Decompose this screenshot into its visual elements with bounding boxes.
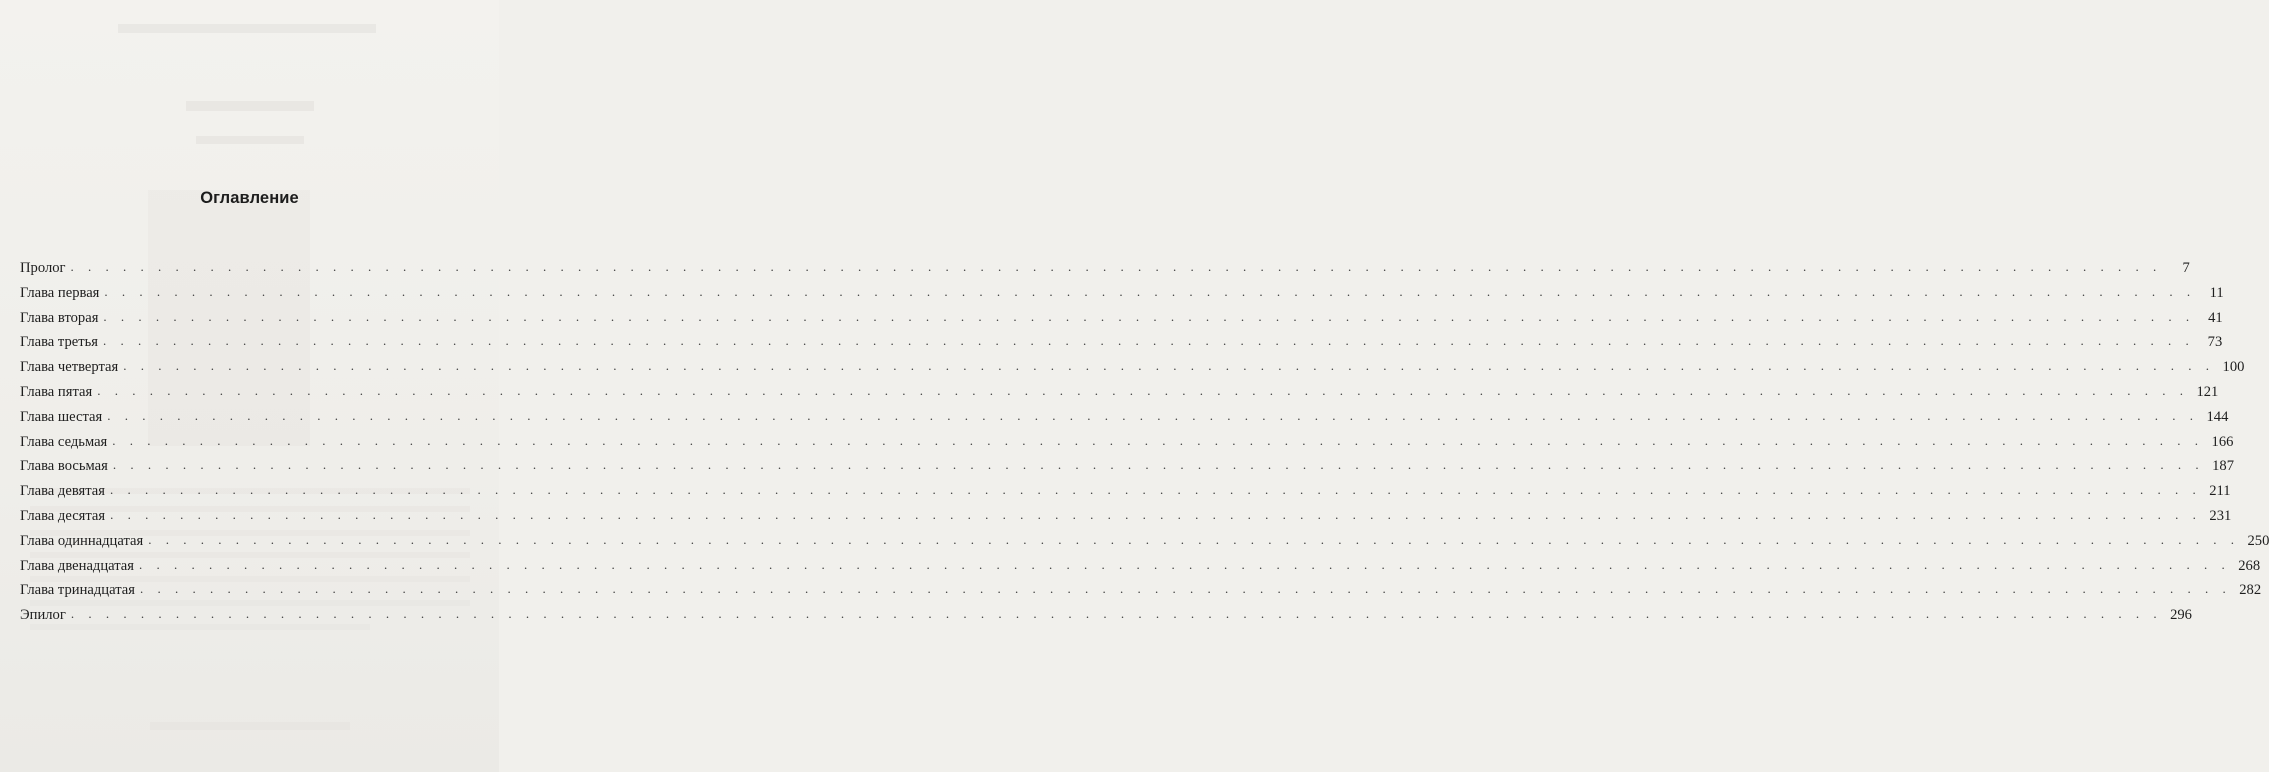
toc-entry: [20, 578, 2262, 603]
toc-entry: [20, 355, 2245, 380]
toc-entry-page-number: 211: [2209, 483, 2231, 500]
toc-entry-page-number: 250: [2247, 532, 2269, 549]
dot-leader: . . . . . . . . . . . . . . . . . . . . . . . . . . . . . . . . . . . . . . . . . . . . . . . . . . . . . . . . . . . . . . . . . . . . . . . . . . . . . . . . . . . . . . . . . . . . . . . . . . . . . . . . . . . . . . . . . . . . . . . .: [112, 457, 2205, 473]
toc-entry: [20, 380, 2219, 405]
toc-entry-label: Глава шестая: [20, 408, 103, 425]
toc-entry: [20, 430, 2234, 455]
toc-entry-page-number: 11: [2209, 284, 2224, 301]
toc-entry-page-number: 41: [2208, 309, 2223, 326]
toc-entry: [20, 554, 2261, 579]
dot-leader: . . . . . . . . . . . . . . . . . . . . . . . . . . . . . . . . . . . . . . . . . . . . . . . . . . . . . . . . . . . . . . . . . . . . . . . . . . . . . . . . . . . . . . . . . . . . . . . . . . . . . . . . . . . . . . . . . . . . . . . .: [148, 531, 2240, 547]
dot-leader: . . . . . . . . . . . . . . . . . . . . . . . . . . . . . . . . . . . . . . . . . . . . . . . . . . . . . . . . . . . . . . . . . . . . . . . . . . . . . . . . . . . . . . . . . . . . . . . . . . . . . . . . . . . . . . . . . . . . . . . .: [109, 482, 2202, 498]
toc-entry-label: Глава седьмая: [20, 433, 108, 450]
toc-entry-label: Глава первая: [20, 284, 100, 301]
bleed-through-subheading: [196, 136, 304, 144]
dot-leader: . . . . . . . . . . . . . . . . . . . . . . . . . . . . . . . . . . . . . . . . . . . . . . . . . . . . . . . . . . . . . . . . . . . . . . . . . . . . . . . . . . . . . . . . . . . . . . . . . . . . . . . . . . . . . . . . . . . . . . . .: [110, 506, 2202, 522]
toc-entry: [20, 281, 2224, 306]
toc-entry-label: Глава двенадцатая: [20, 557, 134, 574]
dot-leader: . . . . . . . . . . . . . . . . . . . . . . . . . . . . . . . . . . . . . . . . . . . . . . . . . . . . . . . . . . . . . . . . . . . . . . . . . . . . . . . . . . . . . . . . . . . . . . . . . . . . . . . . . . . . . . . . . . . . . . . .: [139, 581, 2232, 597]
toc-entry-label: Глава третья: [20, 334, 98, 351]
dot-leader: . . . . . . . . . . . . . . . . . . . . . . . . . . . . . . . . . . . . . . . . . . . . . . . . . . . . . . . . . . . . . . . . . . . . . . . . . . . . . . . . . . . . . . . . . . . . . . . . . . . . . . . . . . . . . . . . . . . . . . . .: [104, 283, 2196, 299]
toc-entry-page-number: 144: [2206, 408, 2229, 425]
toc-entry-label: Глава восьмая: [20, 458, 108, 475]
toc-entry: [20, 603, 2192, 628]
bleed-through-footer: [150, 722, 350, 730]
toc-entry-page-number: 73: [2207, 334, 2223, 351]
dot-leader: . . . . . . . . . . . . . . . . . . . . . . . . . . . . . . . . . . . . . . . . . . . . . . . . . . . . . . . . . . . . . . . . . . . . . . . . . . . . . . . . . . . . . . . . . . . . . . . . . . . . . . . . . . . . . . . . . . . . . . . .: [70, 606, 2163, 622]
toc-entry-label: Глава пятая: [20, 383, 93, 400]
toc-entry-label: Пролог: [20, 260, 66, 276]
toc-entry-page-number: 166: [2211, 433, 2234, 450]
dot-leader: . . . . . . . . . . . . . . . . . . . . . . . . . . . . . . . . . . . . . . . . . . . . . . . . . . . . . . . . . . . . . . . . . . . . . . . . . . . . . . . . . . . . . . . . . . . . . . . . . . . . . . . . . . . . . . . . . . . . . . . .: [97, 382, 2189, 398]
toc-entry: [20, 454, 2234, 479]
toc-entry: [20, 405, 2229, 430]
toc-entry-page-number: 296: [2170, 607, 2192, 624]
toc-entry-label: Глава девятая: [20, 483, 105, 500]
toc-entry-page-number: 7: [2182, 260, 2190, 276]
toc-entry: [20, 529, 2269, 554]
toc-entry-page-number: 282: [2239, 582, 2262, 599]
bleed-through-heading: [186, 101, 314, 111]
toc-entry-label: Глава тринадцатая: [20, 582, 135, 599]
toc-entry: [20, 256, 2190, 281]
dot-leader: . . . . . . . . . . . . . . . . . . . . . . . . . . . . . . . . . . . . . . . . . . . . . . . . . . . . . . . . . . . . . . . . . . . . . . . . . . . . . . . . . . . . . . . . . . . . . . . . . . . . . . . . . . . . . . . . . . . . . . . .: [123, 358, 2215, 374]
toc-title: Оглавление: [200, 189, 299, 207]
toc-entry-label: Глава десятая: [20, 507, 106, 524]
toc-entry-page-number: 187: [2212, 458, 2234, 475]
toc-entry-label: Эпилог: [20, 607, 66, 624]
toc-entry-page-number: 268: [2238, 557, 2261, 574]
toc-entry-page-number: 100: [2222, 359, 2245, 376]
toc-entry: [20, 504, 2232, 529]
dot-leader: . . . . . . . . . . . . . . . . . . . . . . . . . . . . . . . . . . . . . . . . . . . . . . . . . . . . . . . . . . . . . . . . . . . . . . . . . . . . . . . . . . . . . . . . . . . . . . . . . . . . . . . . . . . . . . . . . . . . . . . .: [107, 407, 2199, 423]
toc-entry-label: Глава четвертая: [20, 359, 119, 376]
toc-entry-page-number: 121: [2196, 383, 2219, 400]
dot-leader: . . . . . . . . . . . . . . . . . . . . . . . . . . . . . . . . . . . . . . . . . . . . . . . . . . . . . . . . . . . . . . . . . . . . . . . . . . . . . . . . . . . . . . . . . . . . . . . . . . . . . . . . . . . . . . . . . . . . . . . .: [70, 259, 2162, 274]
toc-entry-label: Глава вторая: [20, 309, 99, 326]
toc-entry-page-number: 231: [2209, 507, 2232, 524]
table-of-contents: [20, 256, 2269, 628]
toc-entry: [20, 330, 2223, 355]
toc-entry: [20, 306, 2223, 331]
dot-leader: . . . . . . . . . . . . . . . . . . . . . . . . . . . . . . . . . . . . . . . . . . . . . . . . . . . . . . . . . . . . . . . . . . . . . . . . . . . . . . . . . . . . . . . . . . . . . . . . . . . . . . . . . . . . . . . . . . . . . . . .: [103, 333, 2195, 349]
toc-entry-label: Глава одиннадцатая: [20, 532, 144, 549]
dot-leader: . . . . . . . . . . . . . . . . . . . . . . . . . . . . . . . . . . . . . . . . . . . . . . . . . . . . . . . . . . . . . . . . . . . . . . . . . . . . . . . . . . . . . . . . . . . . . . . . . . . . . . . . . . . . . . . . . . . . . . . .: [103, 308, 2195, 324]
toc-entry: [20, 479, 2231, 504]
bleed-through-header: [118, 24, 376, 33]
dot-leader: . . . . . . . . . . . . . . . . . . . . . . . . . . . . . . . . . . . . . . . . . . . . . . . . . . . . . . . . . . . . . . . . . . . . . . . . . . . . . . . . . . . . . . . . . . . . . . . . . . . . . . . . . . . . . . . . . . . . . . . .: [139, 556, 2231, 572]
dot-leader: . . . . . . . . . . . . . . . . . . . . . . . . . . . . . . . . . . . . . . . . . . . . . . . . . . . . . . . . . . . . . . . . . . . . . . . . . . . . . . . . . . . . . . . . . . . . . . . . . . . . . . . . . . . . . . . . . . . . . . . .: [112, 432, 2204, 448]
